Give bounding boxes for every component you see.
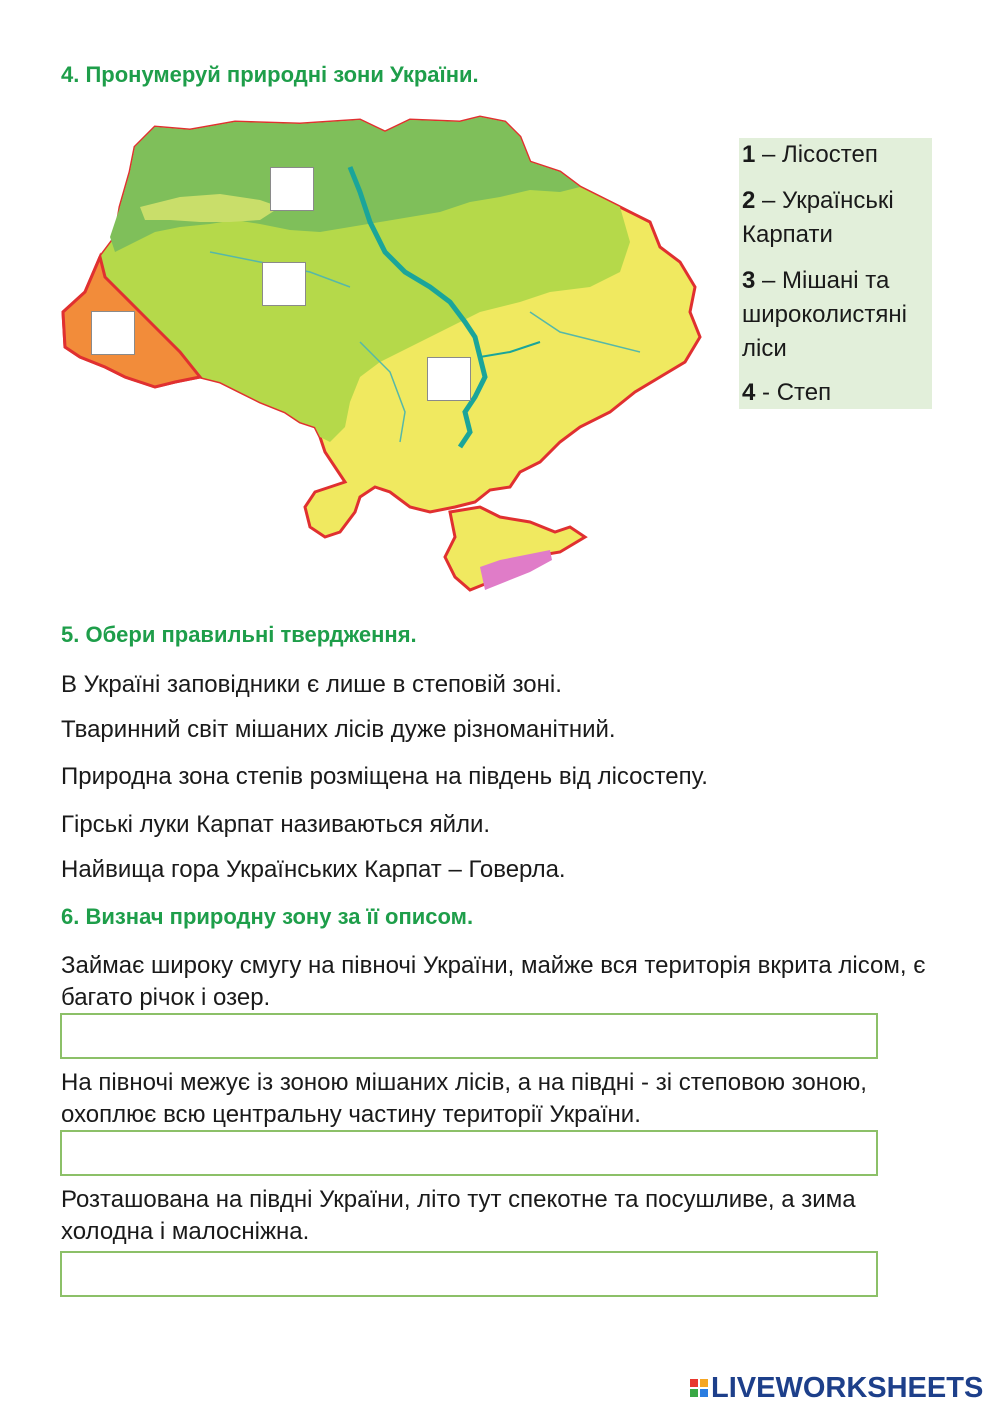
zone-description: Займає широку смугу на півночі України, майже вся територія вкрита лісом, є багато річок і озер. (61, 952, 926, 1011)
task5-heading: 5. Обери правильні твердження. (61, 622, 417, 647)
map-answer-box-steppe[interactable] (427, 357, 471, 401)
statement-option[interactable]: В Україні заповідники є лише в степовій зоні. (61, 671, 562, 698)
statement-option[interactable]: Тваринний світ мішаних лісів дуже різноманітний. (61, 716, 616, 743)
statement-option[interactable]: Гірські луки Карпат називаються яйли. (61, 811, 491, 838)
task4-heading: 4. Пронумеруй природні зони України. (61, 62, 479, 87)
statement-option[interactable]: Природна зона степів розміщена на південь від лісостепу. (61, 763, 708, 790)
legend-item: 1 – Лісостеп (742, 141, 878, 168)
liveworksheets-logo (690, 1373, 983, 1403)
legend-item: 2 – Українські Карпати (742, 187, 894, 248)
map-answer-box-mixed-forest[interactable] (270, 167, 314, 211)
zones-legend (739, 138, 932, 409)
zone-description: На півночі межує із зоною мішаних лісів, а на півдні - зі степовою зоною, охоплює всю центральну частину території України. (61, 1069, 867, 1128)
map-answer-box-forest-steppe[interactable] (262, 262, 306, 306)
logo-blocks-icon (690, 1379, 708, 1397)
legend-item: 3 – Мішані та широколистяні ліси (742, 267, 907, 362)
zone-answer-input[interactable] (60, 1251, 878, 1297)
ukraine-natural-zones-map (60, 112, 710, 602)
legend-item: 4 - Степ (742, 379, 832, 406)
task6-heading: 6. Визнач природну зону за її описом. (61, 904, 474, 929)
logo-text: LIVEWORKSHEETS (711, 1371, 984, 1404)
zone-answer-input[interactable] (60, 1130, 878, 1176)
map-answer-box-carpathians[interactable] (91, 311, 135, 355)
zone-description: Розташована на півдні України, літо тут спекотне та посушливе, а зима холодна і малосніжна. (61, 1186, 856, 1245)
statement-option[interactable]: Найвища гора Українських Карпат – Говерла. (61, 856, 566, 883)
zone-answer-input[interactable] (60, 1013, 878, 1059)
